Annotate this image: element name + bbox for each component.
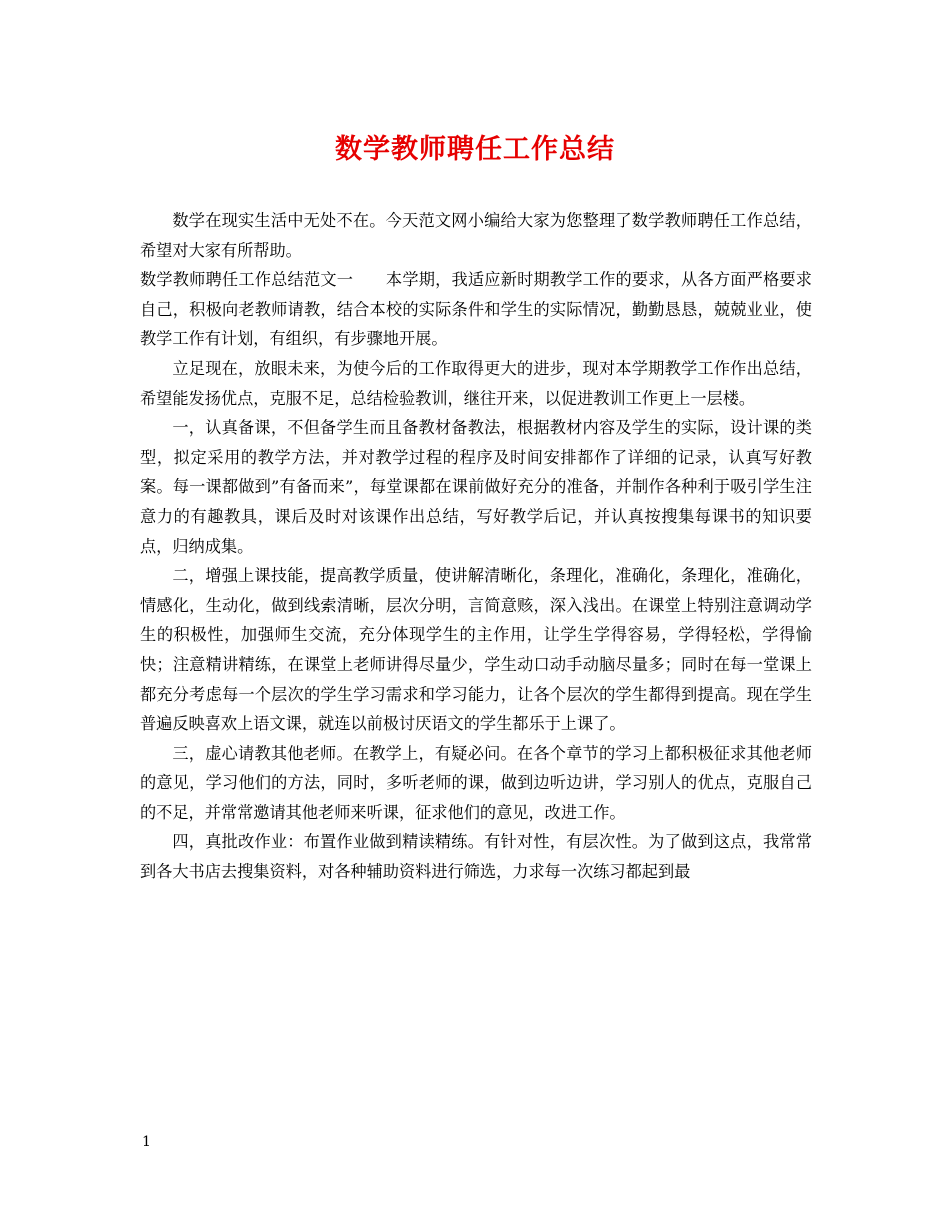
paragraph-intro: 数学在现实生活中无处不在。今天范文网小编给大家为您整理了数学教师聘任工作总结，希望对大家有所帮助。 — [140, 211, 812, 260]
document-title: 数学教师聘任工作总结 — [335, 134, 615, 165]
paragraph-sample-one: 数学教师聘任工作总结范文一 本学期，我适应新时期教学工作的要求，从各方面严格要求自己，积极向老教师请教，结合本校的实际条件和学生的实际情况，勤勤恳恳，兢兢业业，使教学工作有计划，有组织，有步骤地开展。 — [140, 270, 812, 349]
paragraph-point-four: 四，真批改作业：布置作业做到精读精练。有针对性，有层次性。为了做到这点，我常常到各大书店去搜集资料，对各种辅助资料进行筛选，力求每一次练习都起到最 — [140, 832, 812, 882]
paragraph-point-one: 一，认真备课，不但备学生而且备教材备教法，根据教材内容及学生的实际，设计课的类型，拟定采用的教学方法，并对教学过程的程序及时间安排都作了详细的记录，认真写好教案。每一课都做到”有备而来”，每堂课都在课前做好充分的准备，并制作各种利于吸引学生注意力的有趣教具，课后及时对该课作出总结，写好教学后记，并认真按搜集每课书的知识要点，归纳成集。 — [140, 418, 812, 556]
page-number: 1 — [142, 1134, 151, 1150]
paragraph-point-two: 二，增强上课技能，提高教学质量，使讲解清晰化，条理化，准确化，条理化，准确化，情感化，生动化，做到线索清晰，层次分明，言简意赅，深入浅出。在课堂上特别注意调动学生的积极性，加强师生交流，充分体现学生的主作用，让学生学得容易，学得轻松，学得愉快；注意精讲精练，在课堂上老师讲得尽量少，学生动口动手动脑尽量多；同时在每一堂课上都充分考虑每一个层次的学生学习需求和学习能力，让各个层次的学生都得到提高。现在学生普遍反映喜欢上语文课，就连以前极讨厌语文的学生都乐于上课了。 — [140, 566, 812, 734]
document-body — [140, 206, 812, 887]
paragraph-point-three: 三，虚心请教其他老师。在教学上，有疑必问。在各个章节的学习上都积极征求其他老师的意见，学习他们的方法，同时，多听老师的课，做到边听边讲，学习别人的优点，克服自己的不足，并常常邀请其他老师来听课，征求他们的意见，改进工作。 — [140, 743, 812, 822]
paragraph-summary: 立足现在，放眼未来，为使今后的工作取得更大的进步，现对本学期教学工作作出总结，希望能发扬优点，克服不足，总结检验教训，继往开来，以促进教训工作更上一层楼。 — [140, 358, 812, 408]
